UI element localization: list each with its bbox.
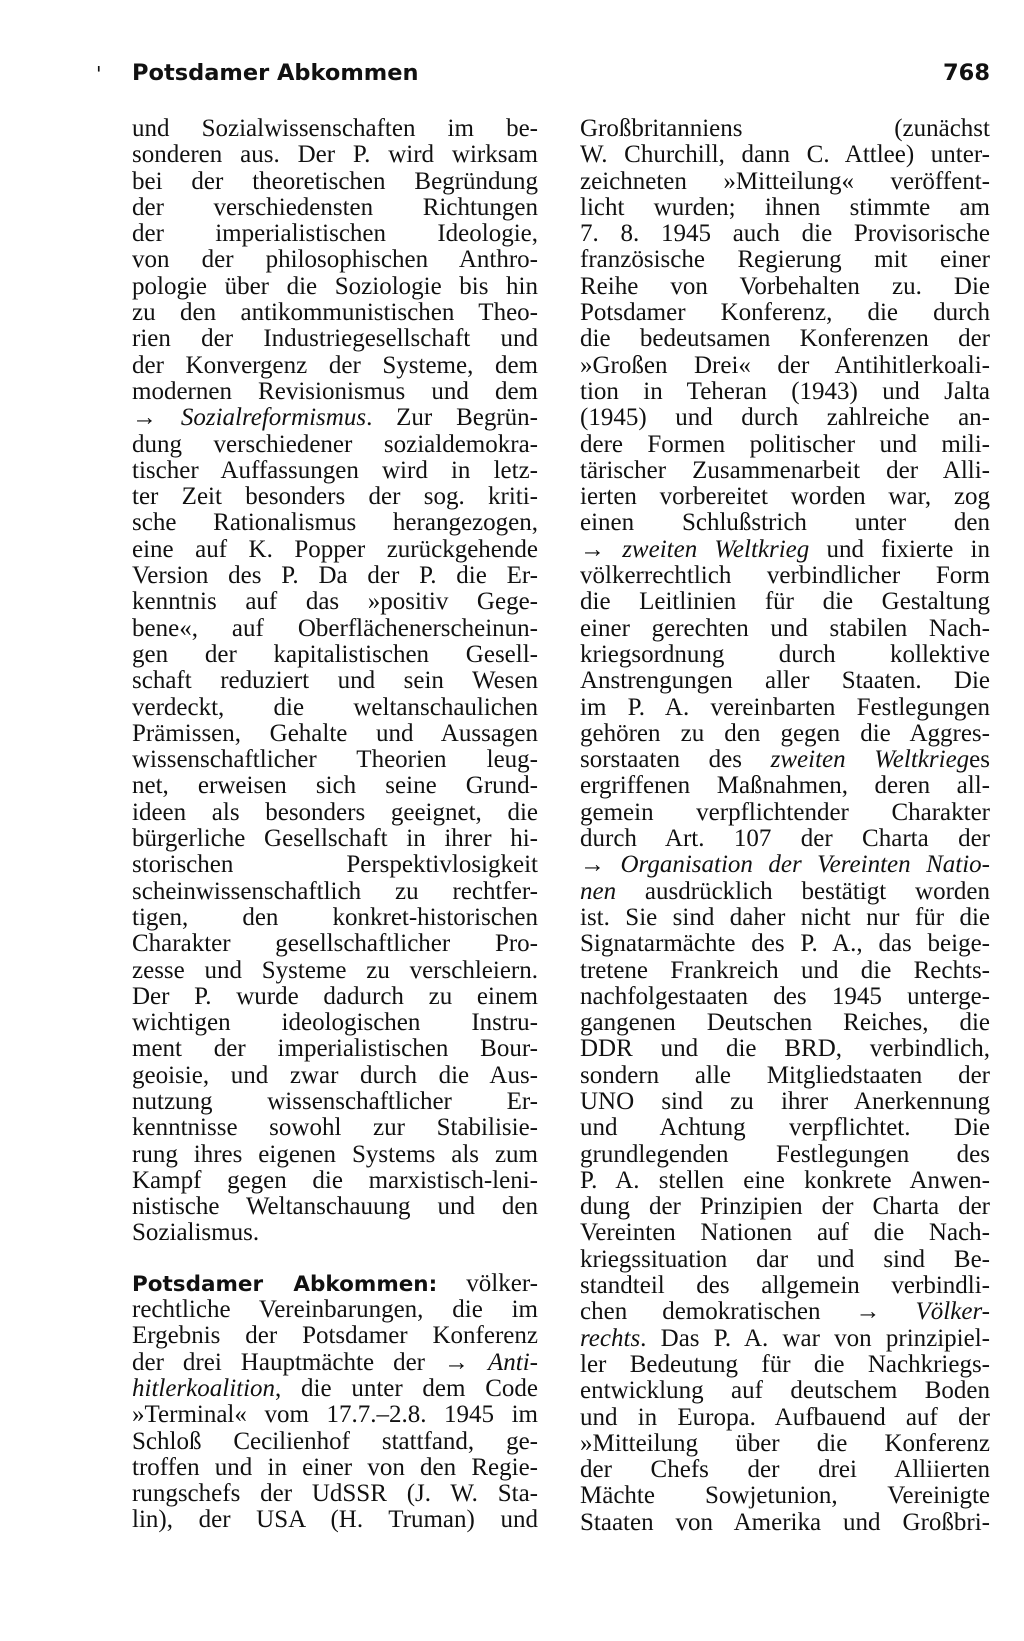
left-line: bene«, auf Oberflächenerscheinun- <box>132 614 538 642</box>
left-line: der imperialistischen Ideologie, <box>132 220 538 248</box>
right-line: standteil des allgemein verbindli- <box>580 1272 990 1300</box>
right-line: Signatarmächte des P. A., das beige- <box>580 930 990 958</box>
right-line: »Großen Drei« der Antihitlerkoali- <box>580 351 990 379</box>
margin-mark: ' <box>96 62 102 86</box>
right-line: Großbritanniens (zunächst <box>580 115 990 142</box>
right-line: die Leitlinien für die Gestaltung <box>580 588 990 616</box>
entry-line: hitlerkoalition, die unter dem Code <box>132 1374 538 1402</box>
right-line: Anstrengungen aller Staaten. Die <box>580 667 990 695</box>
right-line: Vereinten Nationen auf die Nach- <box>580 1219 990 1247</box>
right-line: kriegsordnung durch kollektive <box>580 640 990 668</box>
left-line: Version des P. Da der P. die Er- <box>132 562 538 590</box>
right-line: völkerrechtlich verbindlicher Form <box>580 562 990 590</box>
right-line: gangenen Deutschen Reiches, die <box>580 1009 990 1037</box>
right-line: Mächte Sowjetunion, Vereinigte <box>580 1482 990 1510</box>
left-column-text <box>132 116 538 1247</box>
left-line: sche Rationalismus herangezogen, <box>132 509 538 537</box>
running-head: Potsdamer Abkommen <box>132 60 419 86</box>
entry-line: der drei Hauptmächte der → Anti- <box>132 1348 538 1376</box>
left-line: schaft reduziert und sein Wesen <box>132 667 538 695</box>
right-line: gemein verpflichtender Charakter <box>580 798 990 826</box>
page-number: 768 <box>943 60 990 86</box>
right-line: durch Art. 107 der Charta der <box>580 825 990 853</box>
left-line: eine auf K. Popper zurückgehende <box>132 535 538 563</box>
left-line: bei der theoretischen Begründung <box>132 167 538 195</box>
entry-first-line <box>132 1271 538 1297</box>
right-line: einer gerechten und stabilen Nach- <box>580 614 990 642</box>
left-line: Kampf gegen die marxistisch-leni- <box>132 1166 538 1194</box>
left-line: verdeckt, die weltanschaulichen <box>132 693 538 721</box>
right-line: ist. Sie sind daher nicht nur für die <box>580 903 990 931</box>
right-line: im P. A. vereinbarten Festlegungen <box>580 693 990 721</box>
page-header <box>96 60 990 94</box>
right-line: rechts. Das P. A. war von prinzipiel- <box>580 1324 990 1352</box>
right-line: nen ausdrücklich bestätigt worden <box>580 877 990 905</box>
left-line: nistische Weltanschauung und den <box>132 1193 538 1221</box>
right-line: Staaten von Amerika und Großbri- <box>580 1508 990 1536</box>
right-line: einen Schlußstrich unter den <box>580 509 990 537</box>
entry-line: »Terminal« vom 17.7.–2.8. 1945 im <box>132 1401 538 1429</box>
right-line: tion in Teheran (1943) und Jalta <box>580 377 990 405</box>
entry-first-line-rest: völker- <box>437 1269 538 1297</box>
left-line: wissenschaftlicher Theorien leug- <box>132 746 538 774</box>
left-line: ter Zeit besonders der sog. kriti- <box>132 483 538 511</box>
right-line: französische Regierung mit einer <box>580 246 990 274</box>
left-line: modernen Revisionismus und dem <box>132 377 538 405</box>
right-line: kriegssituation dar und sind Be- <box>580 1245 990 1273</box>
right-line: grundlegenden Festlegungen des <box>580 1140 990 1168</box>
left-line: → Sozialreformismus. Zur Begrün- <box>132 404 538 432</box>
right-line: sondern alle Mitgliedstaaten der <box>580 1061 990 1089</box>
left-line: kenntnis auf das »positiv Gege- <box>132 588 538 616</box>
entry-line: rechtliche Vereinbarungen, die im <box>132 1296 538 1324</box>
left-line: ment der imperialistischen Bour- <box>132 1035 538 1063</box>
left-line: gen der kapitalistischen Gesell- <box>132 640 538 668</box>
right-line: die bedeutsamen Konferenzen der <box>580 325 990 353</box>
left-line: Prämissen, Gehalte und Aussagen <box>132 719 538 747</box>
right-line: chen demokratischen → Völker- <box>580 1298 990 1326</box>
right-line: tärischer Zusammenarbeit der Alli- <box>580 456 990 484</box>
right-line: P. A. stellen eine konkrete Anwen- <box>580 1166 990 1194</box>
entry-gap <box>132 1247 538 1271</box>
dictionary-entry <box>132 1271 538 1534</box>
left-line: scheinwissenschaftlich zu rechtfer- <box>132 877 538 905</box>
left-line: und Sozialwissenschaften im be- <box>132 115 538 142</box>
entry-keyword: Potsdamer Abkommen: <box>132 1271 438 1297</box>
left-line: Der P. wurde dadurch zu einem <box>132 982 538 1010</box>
right-line: W. Churchill, dann C. Attlee) unter- <box>580 141 990 169</box>
right-line: dere Formen politischer und mili- <box>580 430 990 458</box>
left-line: wichtigen ideologischen Instru- <box>132 1009 538 1037</box>
right-line: DDR und die BRD, verbindlich, <box>580 1035 990 1063</box>
right-line: und Achtung verpflichtet. Die <box>580 1114 990 1142</box>
right-line: tretene Frankreich und die Rechts- <box>580 956 990 984</box>
left-line: sonderen aus. Der P. wird wirksam <box>132 141 538 169</box>
left-line: zu den antikommunistischen Theo- <box>132 299 538 327</box>
left-line: zesse und Systeme zu verschleiern. <box>132 956 538 984</box>
right-line: UNO sind zu ihrer Anerkennung <box>580 1087 990 1115</box>
right-line: »Mitteilung über die Konferenz <box>580 1429 990 1457</box>
left-line: pologie über die Soziologie bis hin <box>132 272 538 300</box>
right-line: Reihe von Vorbehalten zu. Die <box>580 272 990 300</box>
left-line: storischen Perspektivlosigkeit <box>132 851 538 879</box>
left-line: ideen als besonders geeignet, die <box>132 798 538 826</box>
right-line: licht wurden; ihnen stimmte am <box>580 193 990 221</box>
left-line: geoisie, und zwar durch die Aus- <box>132 1061 538 1089</box>
right-line: Potsdamer Konferenz, die durch <box>580 299 990 327</box>
left-line: net, erweisen sich seine Grund- <box>132 772 538 800</box>
left-line: rung ihres eigenen Systems als zum <box>132 1140 538 1168</box>
right-line: gehören zu den gegen die Aggres- <box>580 719 990 747</box>
left-line: der verschiedensten Richtungen <box>132 193 538 221</box>
right-column-text <box>580 116 990 1536</box>
right-line: und in Europa. Aufbauend auf der <box>580 1403 990 1431</box>
right-line: → Organisation der Vereinten Natio- <box>580 851 990 879</box>
right-line: dung der Prinzipien der Charta der <box>580 1193 990 1221</box>
right-line: ergriffenen Maßnahmen, deren all- <box>580 772 990 800</box>
right-line: zeichneten »Mitteilung« veröffent- <box>580 167 990 195</box>
right-line: entwicklung auf deutschem Boden <box>580 1377 990 1405</box>
left-column <box>132 116 538 1534</box>
entry-line: rungschefs der UdSSR (J. W. Sta- <box>132 1480 538 1508</box>
right-line: (1945) und durch zahlreiche an- <box>580 404 990 432</box>
left-line: rien der Industriegesellschaft und <box>132 325 538 353</box>
entry-line: Schloß Cecilienhof stattfand, ge- <box>132 1427 538 1455</box>
entry-line: troffen und in einer von den Regie- <box>132 1453 538 1481</box>
left-line: kenntnisse sowohl zur Stabilisie- <box>132 1114 538 1142</box>
right-line: 7. 8. 1945 auch die Provisorische <box>580 220 990 248</box>
right-line: ler Bedeutung für die Nachkriegs- <box>580 1350 990 1378</box>
left-line: Charakter gesellschaftlicher Pro- <box>132 930 538 958</box>
left-line: dung verschiedener sozialdemokra- <box>132 430 538 458</box>
right-line: sorstaaten des zweiten Weltkrieges <box>580 746 990 774</box>
right-line: nachfolgestaaten des 1945 unterge- <box>580 982 990 1010</box>
left-line: nutzung wissenschaftlicher Er- <box>132 1087 538 1115</box>
entry-line: Ergebnis der Potsdamer Konferenz <box>132 1322 538 1350</box>
right-column <box>580 116 990 1536</box>
left-line: tigen, den konkret-historischen <box>132 903 538 931</box>
right-line: ierten vorbereitet worden war, zog <box>580 483 990 511</box>
right-line: → zweiten Weltkrieg und fixierte in <box>580 535 990 563</box>
left-line: tischer Auffassungen wird in letz- <box>132 456 538 484</box>
entry-text <box>132 1297 538 1534</box>
left-line: der Konvergenz der Systeme, dem <box>132 351 538 379</box>
left-line: Sozialismus. <box>132 1219 260 1247</box>
left-line: von der philosophischen Anthro- <box>132 246 538 274</box>
left-line: bürgerliche Gesellschaft in ihrer hi- <box>132 825 538 853</box>
right-line: der Chefs der drei Alliierten <box>580 1456 990 1484</box>
entry-line: lin), der USA (H. Truman) und <box>132 1506 538 1534</box>
